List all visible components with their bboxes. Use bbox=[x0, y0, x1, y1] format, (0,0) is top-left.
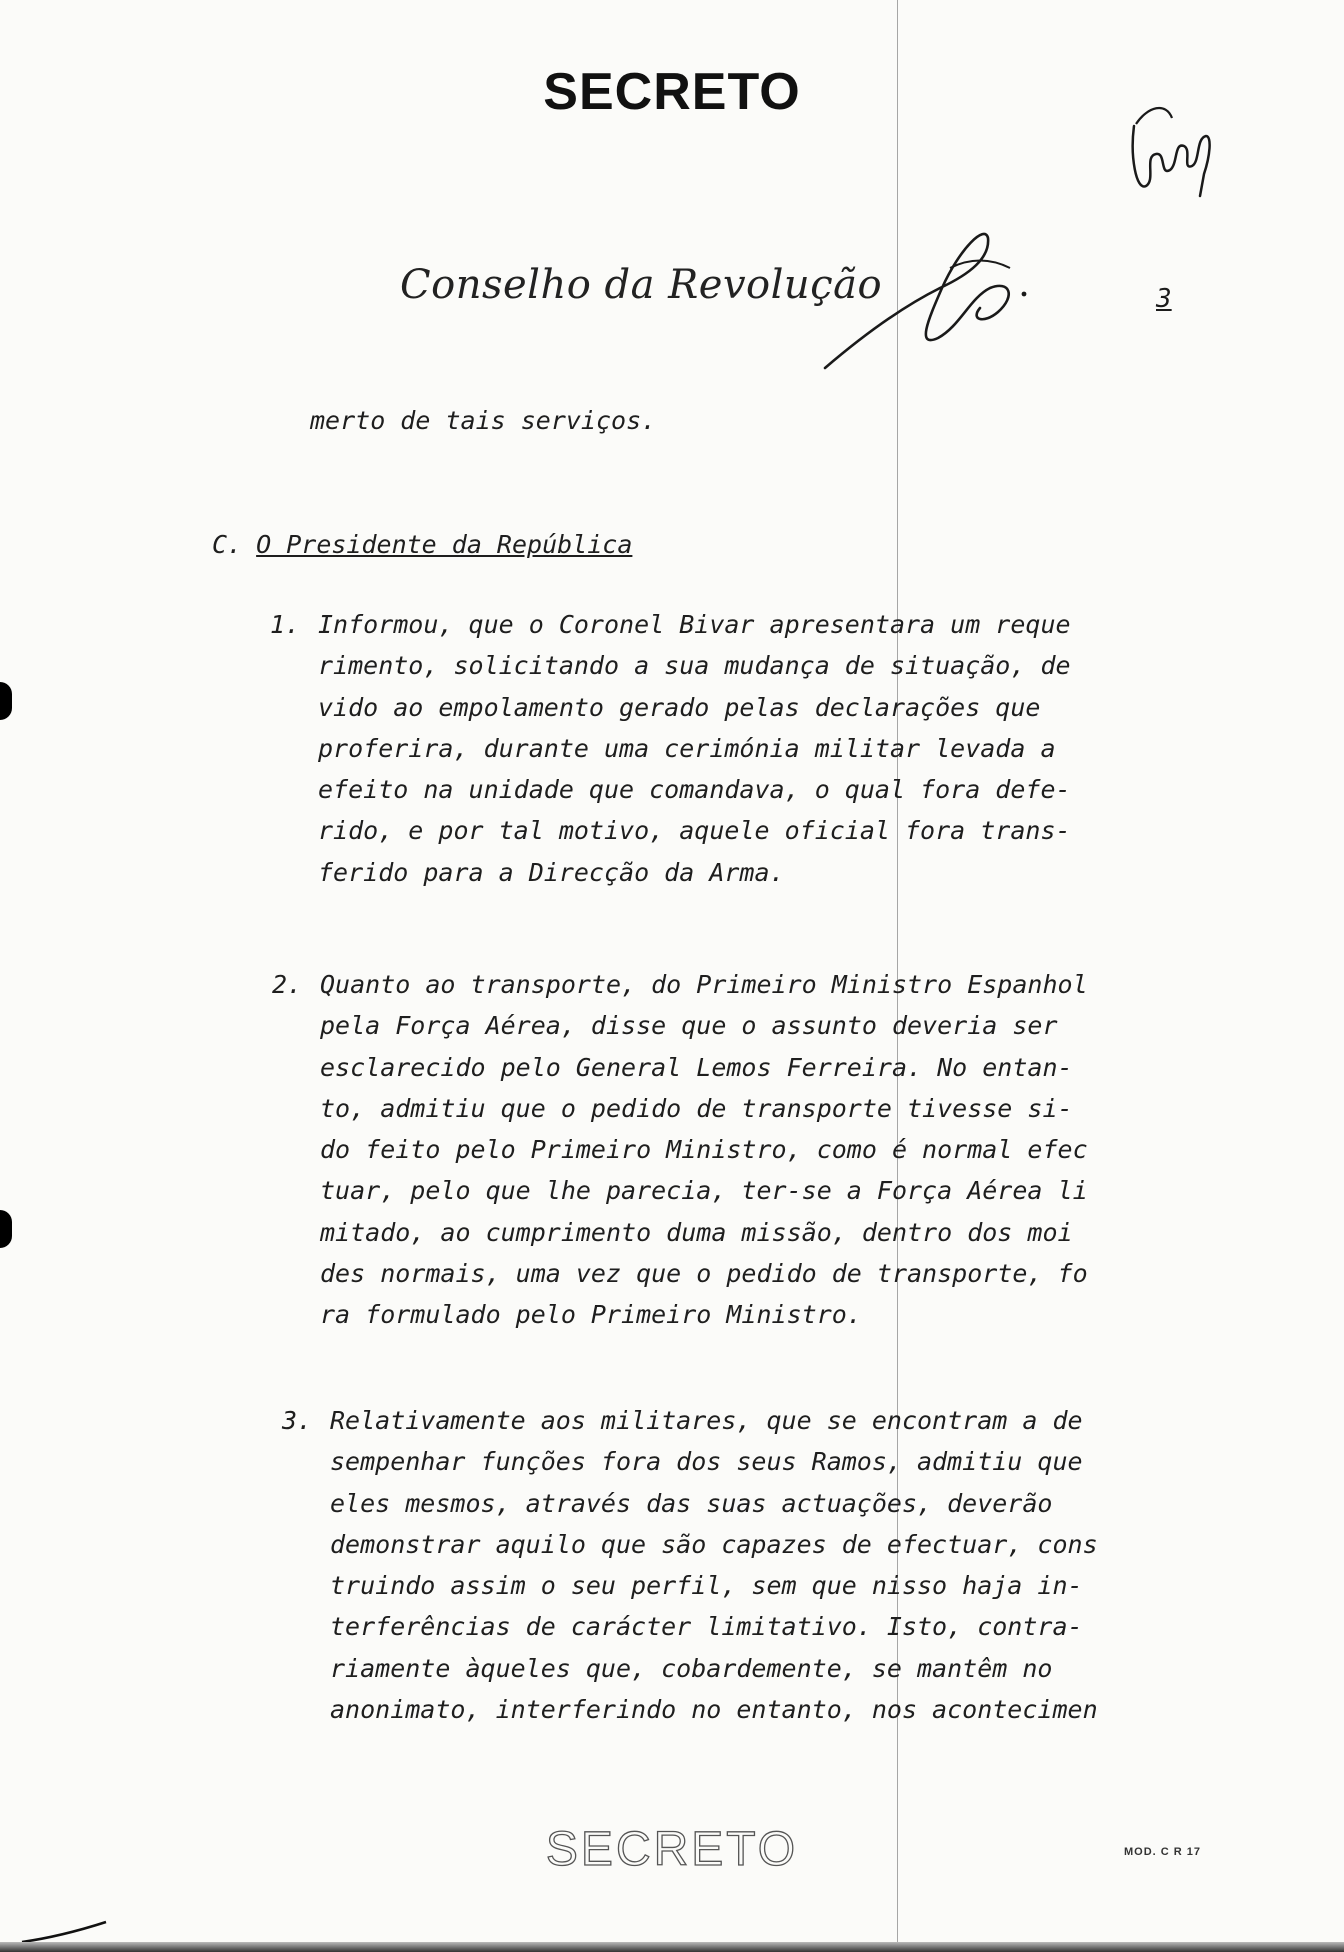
list-item-2 bbox=[272, 964, 1088, 1336]
punch-hole-top bbox=[0, 682, 12, 720]
text-line: mitado, ao cumprimento duma missão, dentro dos moi bbox=[320, 1217, 1073, 1247]
handwritten-signature bbox=[820, 228, 1040, 378]
text-line: esclarecido pelo General Lemos Ferreira. No entan- bbox=[320, 1052, 1073, 1082]
text-line: des normais, uma vez que o pedido de transporte, fo bbox=[320, 1259, 1088, 1289]
text-line: riamente àqueles que, cobardemente, se mantêm no bbox=[330, 1653, 1053, 1683]
list-item-3 bbox=[282, 1400, 1098, 1730]
text-line: vido ao empolamento gerado pelas declarações que bbox=[318, 692, 1041, 722]
text-line: do feito pelo Primeiro Ministro, como é normal efec bbox=[320, 1135, 1088, 1165]
text-line: rimento, solicitando a sua mudança de situação, de bbox=[318, 651, 1071, 681]
text-line: demonstrar aquilo que são capazes de efectuar, cons bbox=[330, 1529, 1098, 1559]
text-line: ra formulado pelo Primeiro Ministro. bbox=[320, 1300, 862, 1330]
item-number: 2. bbox=[272, 970, 303, 999]
text-line: rido, e por tal motivo, aquele oficial fora trans- bbox=[318, 816, 1071, 846]
text-line: ferido para a Direcção da Arma. bbox=[318, 857, 785, 887]
classification-stamp-bottom: SECRETO bbox=[545, 1823, 799, 1876]
text-line: eles mesmos, através das suas actuações, deverão bbox=[330, 1488, 1053, 1518]
letterhead-council: Conselho da Revolução bbox=[400, 262, 883, 308]
text-line: pela Força Aérea, disse que o assunto deveria ser bbox=[320, 1011, 1058, 1041]
scan-edge bbox=[0, 1942, 1344, 1952]
initials-signature bbox=[1126, 96, 1216, 206]
text-line: Informou, que o Coronel Bivar apresentara um reque bbox=[318, 610, 1071, 639]
text-line: tuar, pelo que lhe parecia, ter-se a Força Aérea li bbox=[320, 1176, 1088, 1206]
section-title: O Presidente da República bbox=[256, 530, 633, 559]
section-letter: C. bbox=[212, 530, 243, 559]
continuation-line: merto de tais serviços. bbox=[310, 406, 657, 435]
section-heading bbox=[212, 524, 632, 565]
list-item-1 bbox=[270, 604, 1071, 893]
text-line: to, admitiu que o pedido de transporte tivesse si- bbox=[320, 1093, 1073, 1123]
text-line: truindo assim o seu perfil, sem que nisso haja in- bbox=[330, 1571, 1083, 1601]
text-line: efeito na unidade que comandava, o qual fora defe- bbox=[318, 775, 1071, 805]
classification-stamp-top: SECRETO bbox=[543, 63, 801, 121]
item-number: 3. bbox=[282, 1406, 313, 1435]
text-line: Relativamente aos militares, que se encontram a de bbox=[330, 1406, 1083, 1435]
text-line: Quanto ao transporte, do Primeiro Ministro Espanhol bbox=[320, 970, 1088, 999]
text-line: terferências de carácter limitativo. Isto, contra- bbox=[330, 1612, 1083, 1642]
text-line: sempenhar funções fora dos seus Ramos, admitiu que bbox=[330, 1447, 1083, 1477]
punch-hole-bottom bbox=[0, 1210, 12, 1248]
item-number: 1. bbox=[270, 610, 301, 639]
form-code: MOD. C R 17 bbox=[1124, 1846, 1202, 1858]
text-line: proferira, durante uma cerimónia militar levada a bbox=[318, 733, 1056, 763]
page-number: 3 bbox=[1156, 284, 1172, 314]
text-line: anonimato, interferindo no entanto, nos acontecimen bbox=[330, 1695, 1098, 1725]
